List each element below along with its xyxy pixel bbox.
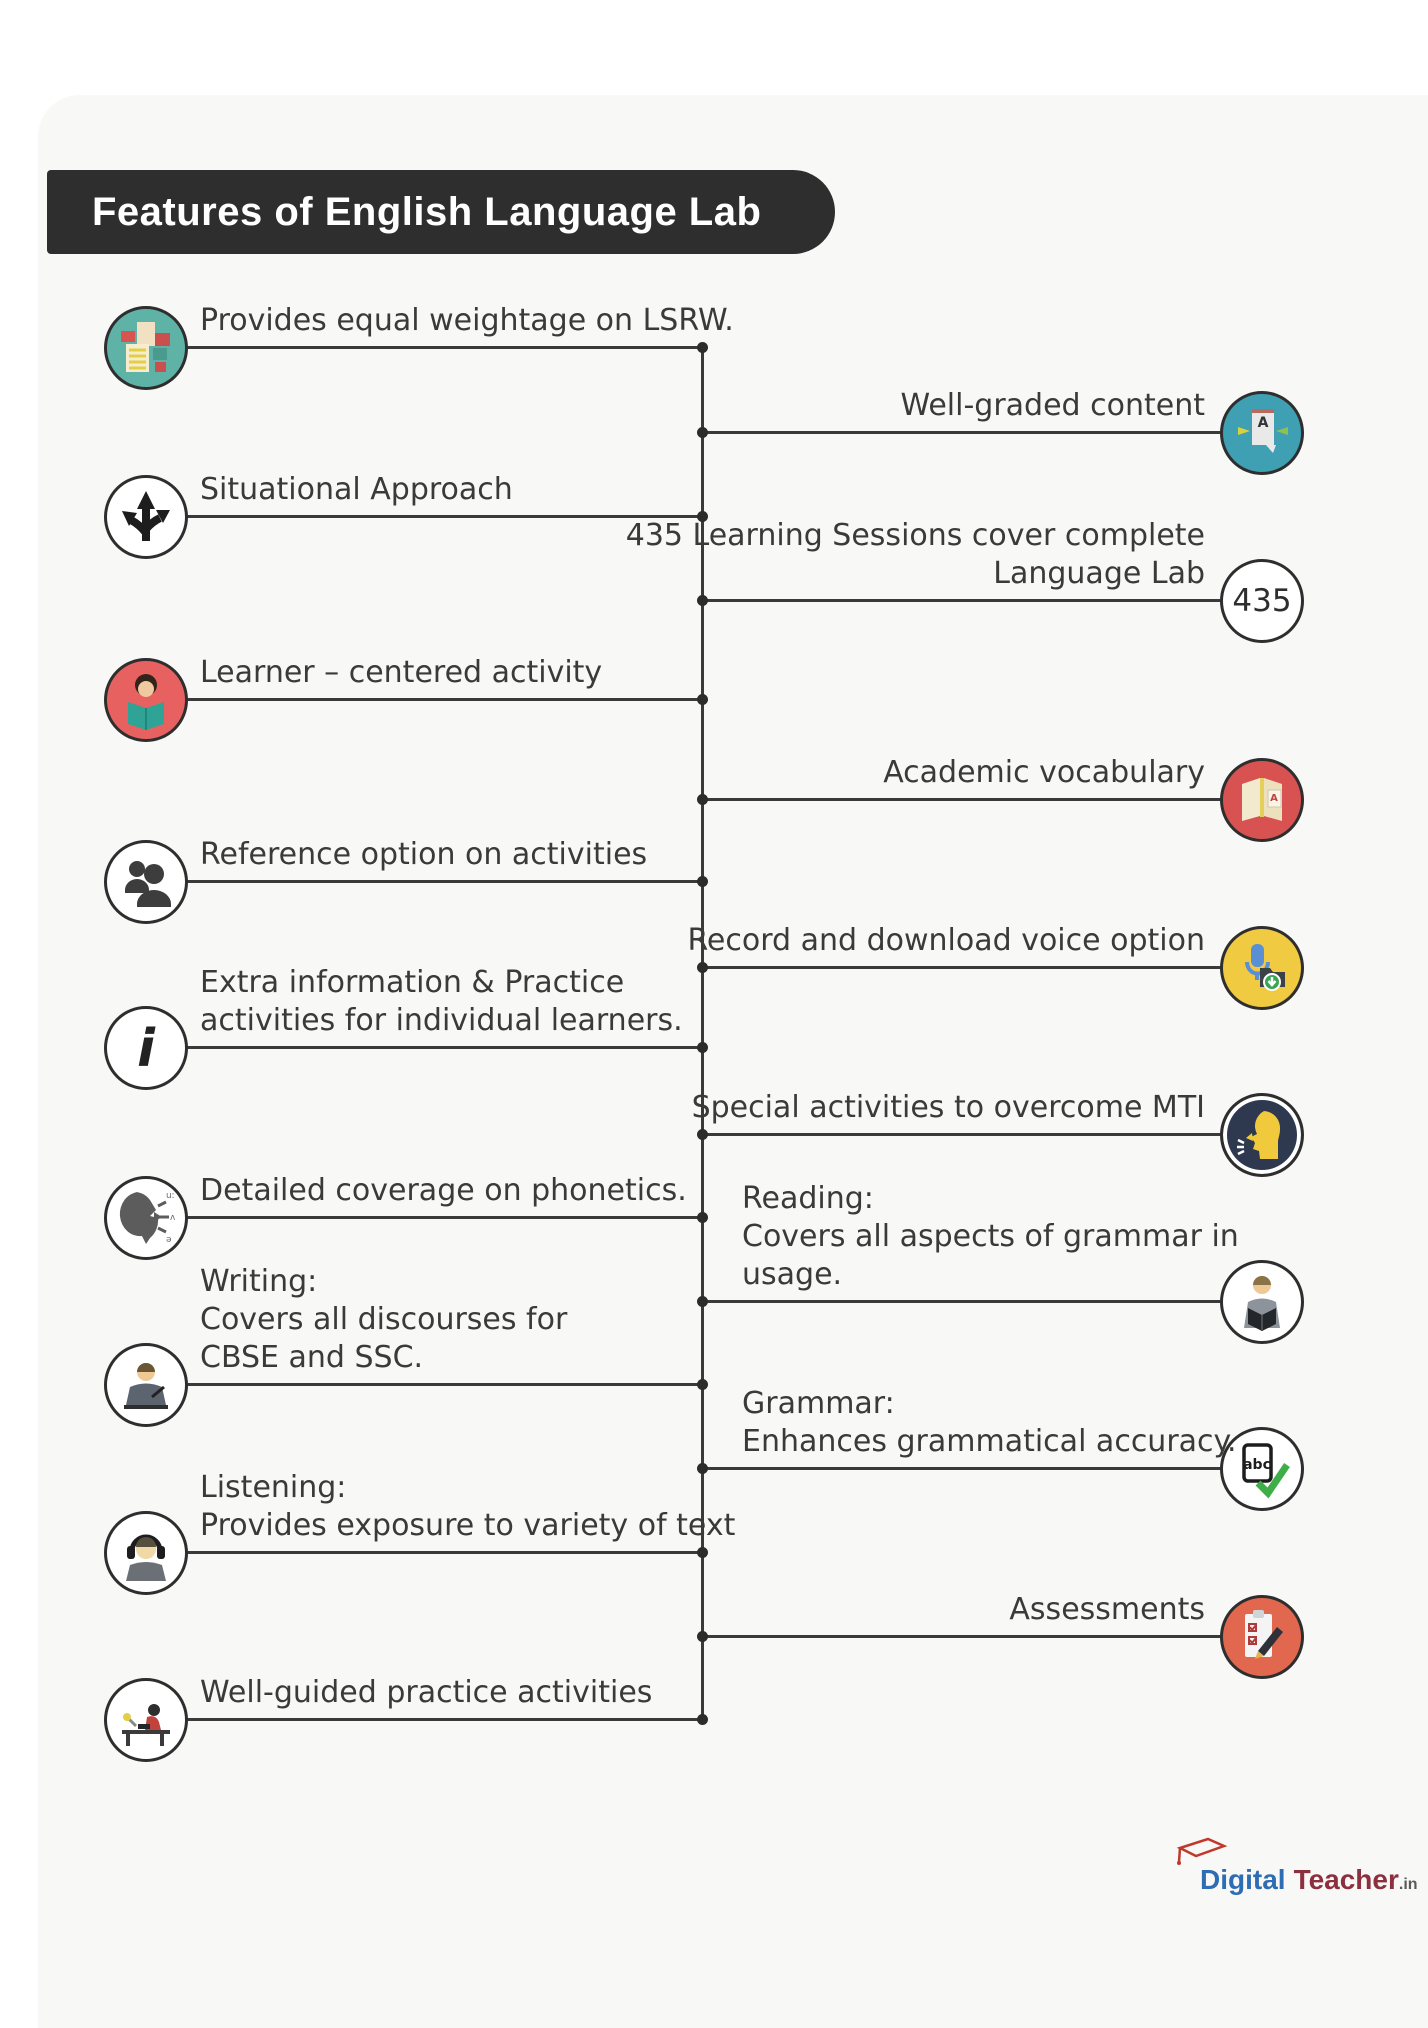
page-title: Features of English Language Lab bbox=[92, 190, 762, 234]
junction-dot bbox=[697, 694, 708, 705]
feature-label-line: Listening: bbox=[200, 1470, 347, 1505]
count-badge-value: 435 bbox=[1232, 583, 1292, 619]
junction-dot bbox=[697, 1296, 708, 1307]
junction-dot bbox=[697, 1379, 708, 1390]
feature-label bbox=[200, 471, 513, 509]
feature-label-line: Enhances grammatical accuracy. bbox=[742, 1424, 1237, 1459]
svg-text:ə: ə bbox=[166, 1235, 172, 1245]
phonetics-speaker-icon bbox=[104, 1176, 188, 1260]
junction-dot bbox=[697, 1212, 708, 1223]
connector-line bbox=[146, 1718, 703, 1721]
person-desk-icon bbox=[104, 1678, 188, 1762]
svg-text:abc: abc bbox=[1243, 1457, 1271, 1473]
connector-line bbox=[703, 599, 1223, 602]
feature-label-line: Detailed coverage on phonetics. bbox=[200, 1173, 687, 1208]
junction-dot bbox=[697, 1129, 708, 1140]
feature-label bbox=[200, 302, 734, 340]
svg-text:uː: uː bbox=[166, 1191, 175, 1201]
feature-label-line: Extra information & Practice bbox=[200, 965, 625, 1000]
feature-label-line: Record and download voice option bbox=[687, 923, 1205, 958]
brand-logo bbox=[1158, 1836, 1428, 1936]
brand-word-teacher: Teacher bbox=[1293, 1864, 1399, 1895]
feature-label-line: Learner – centered activity bbox=[200, 655, 603, 690]
info-icon bbox=[104, 1006, 188, 1090]
feature-label bbox=[200, 836, 647, 874]
brand-word-digital: Digital bbox=[1200, 1864, 1286, 1895]
junction-dot bbox=[697, 427, 708, 438]
feature-label-line: Academic vocabulary bbox=[883, 755, 1205, 790]
background-panel bbox=[38, 95, 1428, 2028]
open-book-icon bbox=[1220, 758, 1304, 842]
junction-dot bbox=[697, 1631, 708, 1642]
feature-label-line: Covers all discourses for bbox=[200, 1302, 568, 1337]
feature-label-line: Special activities to overcome MTI bbox=[691, 1090, 1205, 1125]
feature-label-line: Provides exposure to variety of text bbox=[200, 1508, 736, 1543]
connector-line bbox=[703, 1467, 1223, 1470]
connector-line bbox=[146, 1046, 703, 1049]
feature-label-line: Reading: bbox=[742, 1181, 874, 1216]
junction-dot bbox=[697, 1714, 708, 1725]
person-headphones-icon bbox=[104, 1511, 188, 1595]
feature-label bbox=[200, 1469, 735, 1545]
feature-label bbox=[883, 754, 1205, 792]
feature-label-line: Reference option on activities bbox=[200, 837, 648, 872]
junction-dot bbox=[697, 342, 708, 353]
feature-label bbox=[742, 1180, 1239, 1294]
people-group-icon bbox=[104, 840, 188, 924]
feature-label-line: 435 Learning Sessions cover complete bbox=[625, 518, 1205, 553]
connector-line bbox=[703, 1133, 1223, 1136]
mic-download-icon bbox=[1220, 926, 1304, 1010]
learner-reading-icon bbox=[104, 658, 188, 742]
clipboard-check-icon bbox=[1220, 1595, 1304, 1679]
feature-label-line: Grammar: bbox=[742, 1386, 895, 1421]
junction-dot bbox=[697, 876, 708, 887]
title-banner bbox=[47, 170, 835, 254]
three-way-arrows-icon bbox=[104, 475, 188, 559]
connector-line bbox=[703, 431, 1223, 434]
junction-dot bbox=[697, 1042, 708, 1053]
connector-line bbox=[146, 1551, 703, 1554]
feature-label-line: Provides equal weightage on LSRW. bbox=[200, 303, 734, 338]
brand-tld: .in bbox=[1398, 1876, 1418, 1893]
connector-line bbox=[703, 1300, 1223, 1303]
connector-line bbox=[146, 1383, 703, 1386]
feature-label bbox=[692, 1089, 1205, 1127]
connector-line bbox=[703, 966, 1223, 969]
brand-logo-text bbox=[1200, 1864, 1418, 1896]
junction-dot bbox=[697, 1547, 708, 1558]
feature-label bbox=[687, 922, 1205, 960]
feature-label-line: Writing: bbox=[200, 1264, 318, 1299]
lsrw-documents-icon bbox=[104, 306, 188, 390]
feature-label-line: Well-guided practice activities bbox=[200, 1675, 653, 1710]
feature-label bbox=[200, 654, 602, 692]
feature-label-line: usage. bbox=[742, 1257, 843, 1292]
svg-text:ʌ: ʌ bbox=[170, 1213, 176, 1223]
feature-label bbox=[200, 1674, 652, 1712]
svg-text:i: i bbox=[137, 1019, 155, 1079]
feature-label-line: CBSE and SSC. bbox=[200, 1340, 424, 1375]
feature-label-line: Covers all aspects of grammar in bbox=[742, 1219, 1239, 1254]
connector-line bbox=[703, 798, 1223, 801]
svg-text:A: A bbox=[1270, 793, 1278, 804]
junction-dot bbox=[697, 794, 708, 805]
connector-line bbox=[146, 515, 703, 518]
junction-dot bbox=[697, 962, 708, 973]
speaking-head-icon bbox=[1220, 1093, 1304, 1177]
feature-label bbox=[626, 517, 1205, 593]
svg-text:A: A bbox=[1257, 415, 1269, 431]
feature-label bbox=[900, 387, 1205, 425]
junction-dot bbox=[697, 595, 708, 606]
feature-label-line: activities for individual learners. bbox=[200, 1003, 683, 1038]
feature-label bbox=[200, 1172, 687, 1210]
feature-label bbox=[1009, 1591, 1205, 1629]
connector-line bbox=[703, 1635, 1223, 1638]
count-badge-icon bbox=[1220, 559, 1304, 643]
feature-label bbox=[200, 1263, 567, 1377]
feature-label-line: Situational Approach bbox=[200, 472, 513, 507]
connector-line bbox=[146, 346, 703, 349]
graded-document-icon bbox=[1220, 391, 1304, 475]
connector-line bbox=[146, 1216, 703, 1219]
feature-label bbox=[742, 1385, 1237, 1461]
feature-label bbox=[200, 964, 683, 1040]
connector-line bbox=[146, 698, 703, 701]
feature-label-line: Assessments bbox=[1009, 1592, 1205, 1627]
connector-line bbox=[146, 880, 703, 883]
person-writing-icon bbox=[104, 1343, 188, 1427]
feature-label-line: Well-graded content bbox=[900, 388, 1205, 423]
feature-label-line: Language Lab bbox=[993, 556, 1205, 591]
